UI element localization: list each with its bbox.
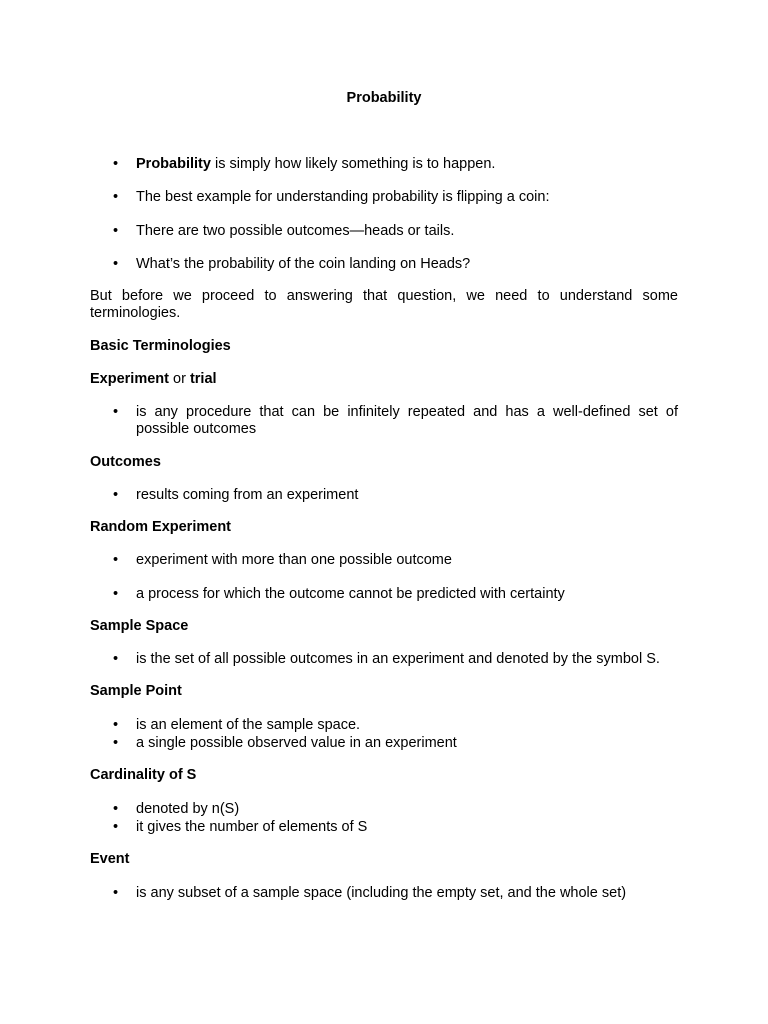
bold-term: Probability	[136, 156, 211, 172]
term-heading: Sample Space	[90, 618, 189, 634]
bullet-icon: •	[113, 189, 119, 205]
term-heading: Cardinality of S	[90, 767, 197, 783]
list-item-text: results coming from an experiment	[136, 487, 359, 503]
list-item-text: The best example for understanding probability is flipping a coin:	[136, 189, 550, 205]
bullet-icon: •	[113, 735, 119, 751]
list-item-text: a process for which the outcome cannot be predicted with certainty	[136, 586, 565, 602]
bullet-icon: •	[113, 256, 119, 272]
section-heading: Basic Terminologies	[90, 338, 231, 354]
list-item-text: it gives the number of elements of S	[136, 819, 368, 835]
list-item-text: is the set of all possible outcomes in an experiment and denoted by the symbol S.	[136, 651, 660, 667]
bullet-icon: •	[113, 156, 119, 172]
term-heading-part: trial	[189, 371, 217, 387]
paragraph-line: terminologies.	[90, 305, 181, 321]
list-item-text: is any subset of a sample space (including the empty set, and the whole set)	[136, 885, 627, 901]
term-heading-connector: or	[168, 371, 190, 387]
paragraph-line: But before we proceed to answering that question, we need to understand some	[90, 288, 678, 304]
bullet-icon: •	[113, 487, 119, 503]
term-heading: Outcomes	[90, 454, 161, 470]
bullet-icon: •	[113, 552, 119, 568]
list-item-text: is an element of the sample space.	[136, 717, 361, 733]
term-heading: Sample Point	[90, 683, 182, 699]
list-item-text: What’s the probability of the coin landing on Heads?	[136, 256, 471, 272]
term-heading: Random Experiment	[90, 519, 231, 535]
list-item-text: There are two possible outcomes—heads or tails.	[136, 223, 455, 239]
bullet-icon: •	[113, 717, 119, 733]
list-item-text: experiment with more than one possible outcome	[136, 552, 452, 568]
list-item-text: denoted by n(S)	[136, 801, 240, 817]
term-heading-part: Experiment	[90, 371, 169, 387]
page-title: Probability	[346, 90, 422, 106]
bullet-icon: •	[113, 404, 119, 420]
transition-paragraph	[90, 288, 678, 322]
list-item-text: is any procedure that can be infinitely repeated and has a well-defined set of possible outcomes	[136, 404, 678, 437]
term-heading	[90, 371, 217, 388]
list-item-rest: is simply how likely something is to happen.	[210, 156, 496, 172]
bullet-icon: •	[113, 651, 119, 667]
bullet-icon: •	[113, 223, 119, 239]
bullet-icon: •	[113, 819, 119, 835]
list-item-text: a single possible observed value in an experiment	[136, 735, 457, 751]
term-heading: Event	[90, 851, 130, 867]
bullet-icon: •	[113, 801, 119, 817]
list-item-text	[136, 156, 678, 173]
bullet-icon: •	[113, 885, 119, 901]
bullet-icon: •	[113, 586, 119, 602]
